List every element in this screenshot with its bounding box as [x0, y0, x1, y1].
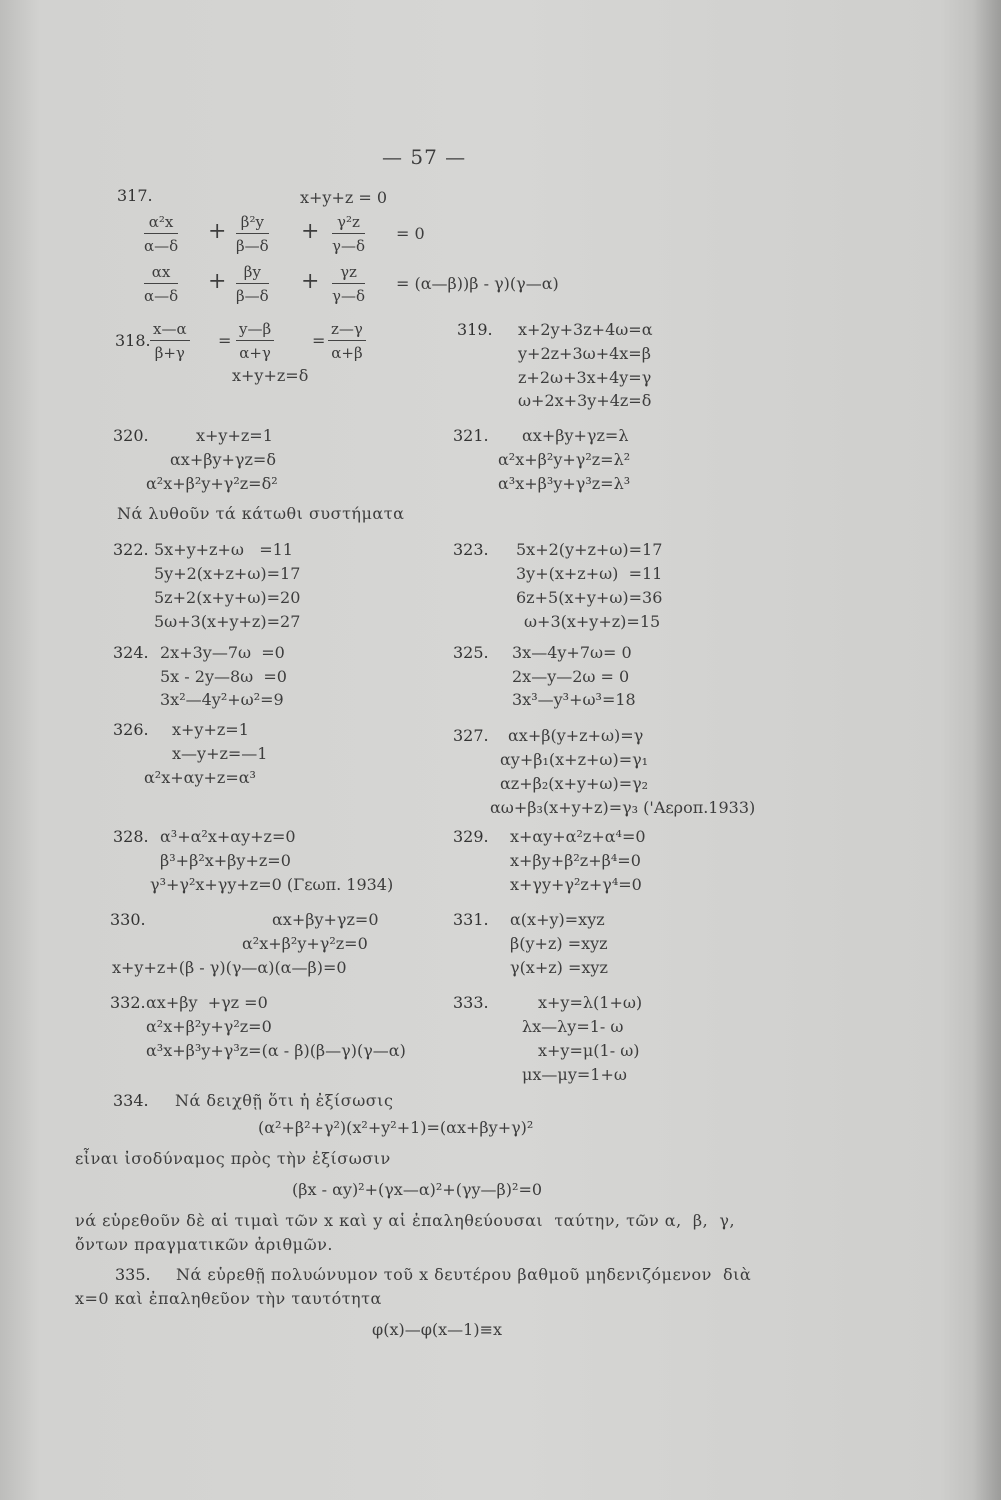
eq-329-1: x+αy+α²z+α⁴=0 [510, 827, 646, 846]
eq-319-3: z+2ω+3x+4y=γ [518, 368, 652, 387]
text-335-1: Νά εὑρεθῇ πολυώνυμον τοῦ x δευτέρου βαθμοῦ μηδενιζόμενον διὰ [176, 1265, 752, 1284]
problem-number-318: 318. [115, 331, 151, 350]
section-heading: Νά λυθοῦν τά κάτωθι συστήματα [117, 504, 405, 523]
eq-334-1: (α²+β²+γ²)(x²+y²+1)=(αx+βy+γ)² [258, 1118, 534, 1137]
fraction-317-b: β²y β—δ [236, 213, 269, 255]
fraction-317-e: βy β—δ [236, 263, 269, 305]
problem-number-328: 328. [113, 827, 149, 846]
fraction-317-f: γz γ—δ [332, 263, 365, 305]
eq-332-2: α²x+β²y+γ²z=0 [146, 1017, 272, 1036]
eq-327-4: αω+β₃(x+y+z)=γ₃ ('Αεροπ.1933) [490, 798, 756, 817]
eq-331-1: α(x+y)=xyz [510, 910, 605, 929]
problem-number-331: 331. [453, 910, 489, 929]
eq-331-3: γ(x+z) =xyz [510, 958, 608, 977]
equals-sign: = [218, 331, 232, 350]
problem-number-317: 317. [117, 186, 153, 205]
eq-319-1: x+2y+3z+4ω=α [518, 320, 653, 339]
eq-330-1: αx+βy+γz=0 [272, 910, 379, 929]
eq-322-1: 5x+y+z+ω =11 [154, 540, 293, 559]
eq-319-4: ω+2x+3y+4z=δ [518, 391, 652, 410]
text-334-2: εἶναι ἰσοδύναμος πρὸς τὴν ἐξίσωσιν [75, 1149, 391, 1168]
eq-322-3: 5z+2(x+y+ω)=20 [154, 588, 301, 607]
eq-318-2: x+y+z=δ [232, 366, 309, 385]
problem-number-327: 327. [453, 726, 489, 745]
eq-330-2: α²x+β²y+γ²z=0 [242, 934, 368, 953]
eq-321-1: αx+βy+γz=λ [522, 426, 629, 445]
problem-number-334: 334. [113, 1091, 149, 1110]
eq-334-2: (βx - αy)²+(γx—α)²+(γy—β)²=0 [292, 1180, 543, 1199]
eq-328-1: α³+α²x+αy+z=0 [160, 827, 296, 846]
eq-322-2: 5y+2(x+z+ω)=17 [154, 564, 301, 583]
problem-number-335: 335. [115, 1265, 151, 1284]
eq-323-2: 3y+(x+z+ω) =11 [516, 564, 663, 583]
eq-333-4: μx—μy=1+ω [522, 1065, 627, 1084]
eq-321-3: α³x+β³y+γ³z=λ³ [498, 474, 631, 493]
problem-number-323: 323. [453, 540, 489, 559]
fraction-318-a: x—α β+γ [150, 320, 190, 362]
eq-321-2: α²x+β²y+γ²z=λ² [498, 450, 631, 469]
fraction-317-c: γ²z γ—δ [332, 213, 365, 255]
problem-number-326: 326. [113, 720, 149, 739]
eq-333-2: λx—λy=1- ω [522, 1017, 624, 1036]
plus-sign: + [208, 219, 227, 244]
page-edge-shadow [973, 0, 1001, 1500]
eq-331-2: β(y+z) =xyz [510, 934, 608, 953]
eq-327-1: αx+β(y+z+ω)=γ [508, 726, 644, 745]
text-334-4: ὄντων πραγματικῶν ἀριθμῶν. [75, 1235, 333, 1254]
eq-319-2: y+2z+3ω+4x=β [518, 344, 651, 363]
eq-324-3: 3x²—4y²+ω²=9 [160, 690, 284, 709]
problem-number-325: 325. [453, 643, 489, 662]
eq-332-1: αx+βy +γz =0 [146, 993, 268, 1012]
problem-number-322: 322. [113, 540, 149, 559]
problem-number-324: 324. [113, 643, 149, 662]
problem-number-329: 329. [453, 827, 489, 846]
text-334-1: Νά δειχθῇ ὅτι ἡ ἐξίσωσις [175, 1091, 394, 1110]
fraction-317-d: αx α—δ [144, 263, 179, 305]
problem-number-321: 321. [453, 426, 489, 445]
eq-317-3-rhs: = (α—β))β - γ)(γ—α) [396, 274, 559, 293]
eq-326-3: α²x+αy+z=α³ [144, 768, 256, 787]
eq-327-3: αz+β₂(x+y+ω)=γ₂ [500, 774, 649, 793]
eq-317-2-rhs: = 0 [396, 224, 425, 243]
problem-number-330: 330. [110, 910, 146, 929]
eq-325-3: 3x³—y³+ω³=18 [512, 690, 636, 709]
eq-322-4: 5ω+3(x+y+z)=27 [154, 612, 301, 631]
eq-329-2: x+βy+β²z+β⁴=0 [510, 851, 641, 870]
equals-sign: = [312, 331, 326, 350]
eq-328-2: β³+β²x+βy+z=0 [160, 851, 291, 870]
eq-327-2: αy+β₁(x+z+ω)=γ₁ [500, 750, 649, 769]
eq-333-3: x+y=μ(1- ω) [538, 1041, 640, 1060]
eq-320-1: x+y+z=1 [196, 426, 273, 445]
eq-324-1: 2x+3y—7ω =0 [160, 643, 285, 662]
eq-324-2: 5x - 2y—8ω =0 [160, 667, 287, 686]
text-335-2: x=0 καὶ ἐπαληθεῦον τὴν ταυτότητα [75, 1289, 382, 1308]
eq-326-1: x+y+z=1 [172, 720, 249, 739]
plus-sign: + [208, 269, 227, 294]
fraction-318-c: z—γ α+β [328, 320, 366, 362]
eq-320-3: α²x+β²y+γ²z=δ² [146, 474, 278, 493]
eq-325-2: 2x—y—2ω = 0 [512, 667, 630, 686]
plus-sign: + [301, 269, 320, 294]
eq-326-2: x—y+z=—1 [172, 744, 268, 763]
fraction-317-a: α²x α—δ [144, 213, 179, 255]
eq-325-1: 3x—4y+7ω= 0 [512, 643, 632, 662]
eq-332-3: α³x+β³y+γ³z=(α - β)(β—γ)(γ—α) [146, 1041, 406, 1060]
plus-sign: + [301, 219, 320, 244]
eq-328-3: γ³+γ²x+γy+z=0 (Γεωπ. 1934) [150, 875, 394, 894]
eq-323-3: 6z+5(x+y+ω)=36 [516, 588, 663, 607]
eq-333-1: x+y=λ(1+ω) [538, 993, 643, 1012]
eq-320-2: αx+βy+γz=δ [170, 450, 276, 469]
eq-329-3: x+γy+γ²z+γ⁴=0 [510, 875, 642, 894]
text-334-3: νά εὑρεθοῦν δὲ αἱ τιμαὶ τῶν x καὶ y αἱ ἐπαληθεύουσαι ταύτην, τῶν α, β, γ, [75, 1211, 736, 1230]
page-number: — 57 — [382, 145, 467, 169]
fraction-318-b: y—β α+γ [236, 320, 274, 362]
problem-number-319: 319. [457, 320, 493, 339]
eq-323-1: 5x+2(y+z+ω)=17 [516, 540, 663, 559]
eq-317-1: x+y+z = 0 [300, 188, 388, 207]
problem-number-320: 320. [113, 426, 149, 445]
problem-number-332: 332. [110, 993, 146, 1012]
eq-323-4: ω+3(x+y+z)=15 [524, 612, 661, 631]
eq-330-3: x+y+z+(β - γ)(γ—α)(α—β)=0 [112, 958, 347, 977]
problem-number-333: 333. [453, 993, 489, 1012]
eq-335: φ(x)—φ(x—1)≡x [372, 1320, 503, 1339]
